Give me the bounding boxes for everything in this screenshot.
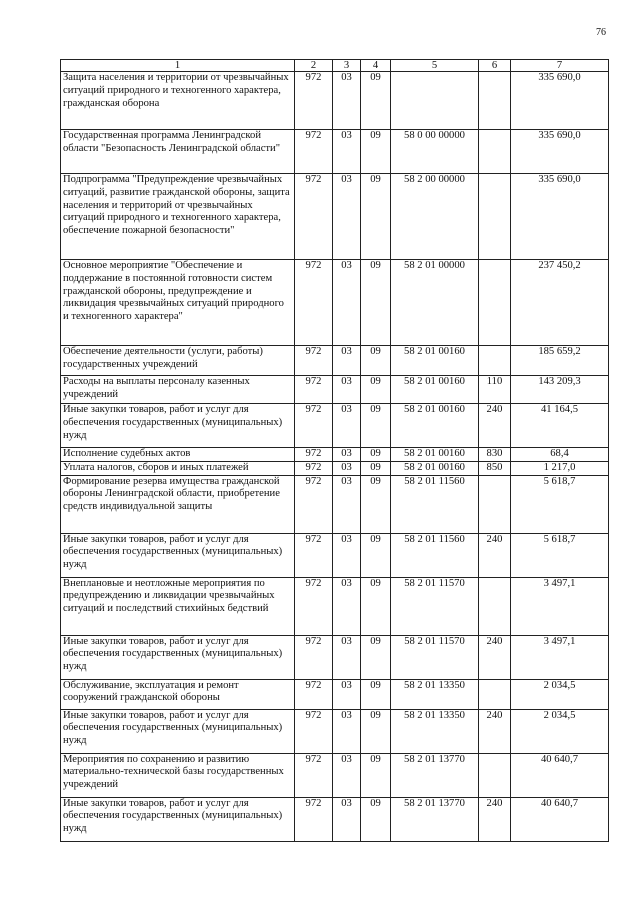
page-number: 76 bbox=[596, 27, 606, 38]
row-ved-cell: 972 bbox=[295, 475, 333, 533]
row-expense-type-cell bbox=[479, 260, 511, 346]
row-target-article-cell: 58 2 01 00160 bbox=[391, 461, 479, 475]
table-row bbox=[61, 709, 609, 753]
row-expense-type-cell: 850 bbox=[479, 461, 511, 475]
row-subsection-cell: 09 bbox=[361, 709, 391, 753]
row-amount-cell: 1 217,0 bbox=[511, 461, 609, 475]
table-row bbox=[61, 260, 609, 346]
row-section-cell: 03 bbox=[333, 475, 361, 533]
row-name-cell: Государственная программа Ленинградской области "Безопасность Ленинградской области" bbox=[61, 130, 295, 174]
row-section-cell: 03 bbox=[333, 679, 361, 709]
row-subsection-cell: 09 bbox=[361, 753, 391, 797]
budget-table bbox=[60, 59, 609, 842]
row-expense-type-cell: 240 bbox=[479, 635, 511, 679]
row-ved-cell: 972 bbox=[295, 72, 333, 130]
row-expense-type-cell bbox=[479, 679, 511, 709]
row-subsection-cell: 09 bbox=[361, 461, 391, 475]
row-ved-cell: 972 bbox=[295, 635, 333, 679]
row-expense-type-cell bbox=[479, 475, 511, 533]
row-expense-type-cell bbox=[479, 130, 511, 174]
row-target-article-cell: 58 2 01 00160 bbox=[391, 346, 479, 376]
row-section-cell: 03 bbox=[333, 797, 361, 841]
row-section-cell: 03 bbox=[333, 346, 361, 376]
row-target-article-cell: 58 2 01 13350 bbox=[391, 709, 479, 753]
row-subsection-cell: 09 bbox=[361, 404, 391, 448]
row-section-cell: 03 bbox=[333, 72, 361, 130]
row-target-article-cell: 58 2 01 13350 bbox=[391, 679, 479, 709]
row-name-cell: Иные закупки товаров, работ и услуг для обеспечения государственных (муниципальных) нужд bbox=[61, 635, 295, 679]
row-expense-type-cell bbox=[479, 346, 511, 376]
row-target-article-cell: 58 2 01 11560 bbox=[391, 533, 479, 577]
row-target-article-cell: 58 0 00 00000 bbox=[391, 130, 479, 174]
row-target-article-cell: 58 2 01 11570 bbox=[391, 635, 479, 679]
row-subsection-cell: 09 bbox=[361, 679, 391, 709]
row-subsection-cell: 09 bbox=[361, 346, 391, 376]
row-name-cell: Внеплановые и неотложные мероприятия по предупреждению и ликвидации чрезвычайных ситуаций и последствий стихийных бедствий bbox=[61, 577, 295, 635]
row-ved-cell: 972 bbox=[295, 461, 333, 475]
table-row bbox=[61, 72, 609, 130]
row-amount-cell: 2 034,5 bbox=[511, 709, 609, 753]
row-ved-cell: 972 bbox=[295, 679, 333, 709]
row-ved-cell: 972 bbox=[295, 797, 333, 841]
row-target-article-cell: 58 2 01 00160 bbox=[391, 448, 479, 462]
table-row bbox=[61, 174, 609, 260]
header-cell: 5 bbox=[391, 60, 479, 72]
row-expense-type-cell: 240 bbox=[479, 709, 511, 753]
row-name-cell: Основное мероприятие "Обеспечение и поддержание в постоянной готовности систем гражданской обороны, предупреждение и ликвидация чрезвычайных ситуаций природного и техногенного характера" bbox=[61, 260, 295, 346]
row-target-article-cell: 58 2 00 00000 bbox=[391, 174, 479, 260]
row-section-cell: 03 bbox=[333, 461, 361, 475]
row-ved-cell: 972 bbox=[295, 577, 333, 635]
row-expense-type-cell bbox=[479, 174, 511, 260]
header-cell: 1 bbox=[61, 60, 295, 72]
table-row bbox=[61, 475, 609, 533]
header-cell: 7 bbox=[511, 60, 609, 72]
row-expense-type-cell: 240 bbox=[479, 533, 511, 577]
row-subsection-cell: 09 bbox=[361, 174, 391, 260]
row-section-cell: 03 bbox=[333, 533, 361, 577]
table-row bbox=[61, 753, 609, 797]
row-amount-cell: 3 497,1 bbox=[511, 577, 609, 635]
row-subsection-cell: 09 bbox=[361, 376, 391, 404]
row-amount-cell: 335 690,0 bbox=[511, 174, 609, 260]
table-row bbox=[61, 376, 609, 404]
row-expense-type-cell bbox=[479, 753, 511, 797]
row-amount-cell: 143 209,3 bbox=[511, 376, 609, 404]
table-header-row bbox=[61, 60, 609, 72]
row-name-cell: Обслуживание, эксплуатация и ремонт сооружений гражданской обороны bbox=[61, 679, 295, 709]
row-target-article-cell bbox=[391, 72, 479, 130]
row-subsection-cell: 09 bbox=[361, 475, 391, 533]
row-amount-cell: 40 640,7 bbox=[511, 753, 609, 797]
table-row bbox=[61, 635, 609, 679]
row-name-cell: Мероприятия по сохранению и развитию материально-технической базы государственных учреждений bbox=[61, 753, 295, 797]
row-amount-cell: 185 659,2 bbox=[511, 346, 609, 376]
row-subsection-cell: 09 bbox=[361, 577, 391, 635]
row-name-cell: Исполнение судебных актов bbox=[61, 448, 295, 462]
row-subsection-cell: 09 bbox=[361, 72, 391, 130]
row-amount-cell: 68,4 bbox=[511, 448, 609, 462]
row-section-cell: 03 bbox=[333, 448, 361, 462]
row-section-cell: 03 bbox=[333, 174, 361, 260]
row-section-cell: 03 bbox=[333, 260, 361, 346]
row-ved-cell: 972 bbox=[295, 130, 333, 174]
row-section-cell: 03 bbox=[333, 753, 361, 797]
row-ved-cell: 972 bbox=[295, 346, 333, 376]
row-section-cell: 03 bbox=[333, 404, 361, 448]
row-subsection-cell: 09 bbox=[361, 635, 391, 679]
row-expense-type-cell: 240 bbox=[479, 797, 511, 841]
row-name-cell: Иные закупки товаров, работ и услуг для обеспечения государственных (муниципальных) нужд bbox=[61, 797, 295, 841]
table-row bbox=[61, 797, 609, 841]
row-name-cell: Обеспечение деятельности (услуги, работы) государственных учреждений bbox=[61, 346, 295, 376]
row-ved-cell: 972 bbox=[295, 376, 333, 404]
table-row bbox=[61, 679, 609, 709]
row-ved-cell: 972 bbox=[295, 174, 333, 260]
row-subsection-cell: 09 bbox=[361, 260, 391, 346]
row-section-cell: 03 bbox=[333, 635, 361, 679]
row-name-cell: Иные закупки товаров, работ и услуг для обеспечения государственных (муниципальных) нужд bbox=[61, 709, 295, 753]
row-target-article-cell: 58 2 01 11570 bbox=[391, 577, 479, 635]
header-cell: 4 bbox=[361, 60, 391, 72]
row-target-article-cell: 58 2 01 11560 bbox=[391, 475, 479, 533]
row-subsection-cell: 09 bbox=[361, 797, 391, 841]
row-amount-cell: 41 164,5 bbox=[511, 404, 609, 448]
row-name-cell: Иные закупки товаров, работ и услуг для обеспечения государственных (муниципальных) нужд bbox=[61, 404, 295, 448]
row-amount-cell: 5 618,7 bbox=[511, 533, 609, 577]
row-ved-cell: 972 bbox=[295, 404, 333, 448]
table-row bbox=[61, 130, 609, 174]
row-name-cell: Уплата налогов, сборов и иных платежей bbox=[61, 461, 295, 475]
header-cell: 3 bbox=[333, 60, 361, 72]
row-amount-cell: 5 618,7 bbox=[511, 475, 609, 533]
row-ved-cell: 972 bbox=[295, 260, 333, 346]
row-expense-type-cell: 830 bbox=[479, 448, 511, 462]
row-expense-type-cell: 110 bbox=[479, 376, 511, 404]
row-target-article-cell: 58 2 01 00160 bbox=[391, 404, 479, 448]
row-amount-cell: 237 450,2 bbox=[511, 260, 609, 346]
row-expense-type-cell bbox=[479, 577, 511, 635]
row-ved-cell: 972 bbox=[295, 753, 333, 797]
table-row bbox=[61, 448, 609, 462]
table-row bbox=[61, 346, 609, 376]
table-row bbox=[61, 404, 609, 448]
row-target-article-cell: 58 2 01 13770 bbox=[391, 797, 479, 841]
row-amount-cell: 335 690,0 bbox=[511, 72, 609, 130]
row-ved-cell: 972 bbox=[295, 533, 333, 577]
row-section-cell: 03 bbox=[333, 376, 361, 404]
row-amount-cell: 40 640,7 bbox=[511, 797, 609, 841]
row-section-cell: 03 bbox=[333, 709, 361, 753]
row-amount-cell: 335 690,0 bbox=[511, 130, 609, 174]
row-name-cell: Формирование резерва имущества гражданской обороны Ленинградской области, приобретение средств индивидуальной защиты bbox=[61, 475, 295, 533]
table-row bbox=[61, 533, 609, 577]
row-amount-cell: 2 034,5 bbox=[511, 679, 609, 709]
row-subsection-cell: 09 bbox=[361, 130, 391, 174]
row-expense-type-cell: 240 bbox=[479, 404, 511, 448]
row-subsection-cell: 09 bbox=[361, 533, 391, 577]
row-name-cell: Иные закупки товаров, работ и услуг для обеспечения государственных (муниципальных) нужд bbox=[61, 533, 295, 577]
header-cell: 6 bbox=[479, 60, 511, 72]
row-amount-cell: 3 497,1 bbox=[511, 635, 609, 679]
row-name-cell: Подпрограмма "Предупреждение чрезвычайных ситуаций, развитие гражданской обороны, защита населения и территорий от чрезвычайных ситуаций природного и техногенного характера, обеспечение пожарной безопасности" bbox=[61, 174, 295, 260]
row-expense-type-cell bbox=[479, 72, 511, 130]
row-target-article-cell: 58 2 01 00160 bbox=[391, 376, 479, 404]
row-subsection-cell: 09 bbox=[361, 448, 391, 462]
row-ved-cell: 972 bbox=[295, 709, 333, 753]
row-name-cell: Расходы на выплаты персоналу казенных учреждений bbox=[61, 376, 295, 404]
row-name-cell: Защита населения и территории от чрезвычайных ситуаций природного и техногенного характера, гражданская оборона bbox=[61, 72, 295, 130]
header-cell: 2 bbox=[295, 60, 333, 72]
table-row bbox=[61, 461, 609, 475]
row-ved-cell: 972 bbox=[295, 448, 333, 462]
table-row bbox=[61, 577, 609, 635]
row-target-article-cell: 58 2 01 13770 bbox=[391, 753, 479, 797]
row-section-cell: 03 bbox=[333, 577, 361, 635]
row-target-article-cell: 58 2 01 00000 bbox=[391, 260, 479, 346]
row-section-cell: 03 bbox=[333, 130, 361, 174]
